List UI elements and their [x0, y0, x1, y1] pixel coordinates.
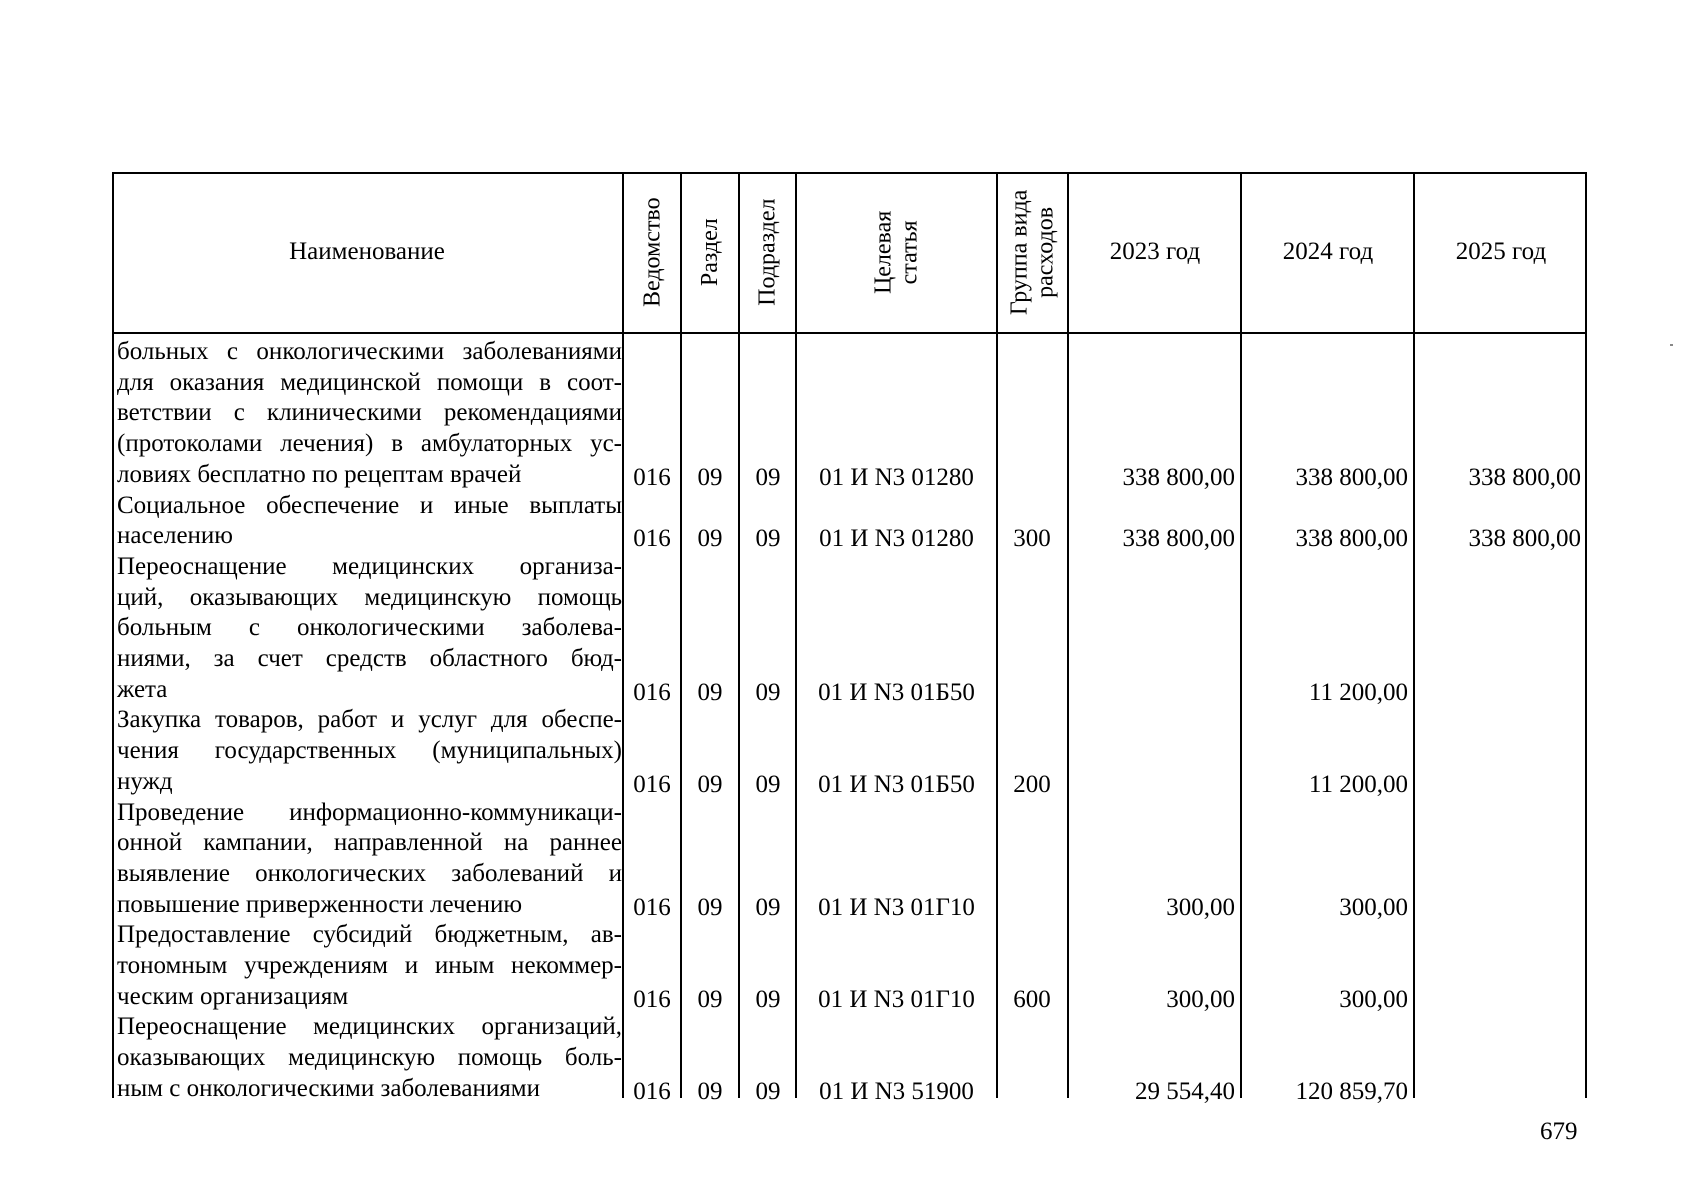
header-section-label: Раздел	[696, 218, 723, 286]
row-target-cell: 01 И N3 01280	[819, 525, 974, 553]
header-target	[797, 172, 997, 332]
row-name-line: тономным учреждениям и иным некоммер-	[117, 952, 622, 979]
table-top-border	[112, 172, 1587, 174]
row-section-cell: 09	[697, 770, 723, 798]
row-target-cell: 01 И N3 01Г10	[818, 893, 975, 921]
row-y2025-cell: 338 800,00	[1468, 525, 1581, 553]
row-name-line: Проведение информационно-коммуникаци-	[117, 798, 622, 826]
header-2025	[1415, 172, 1587, 332]
header-section	[682, 172, 738, 332]
row-name-line: ческим организациям	[117, 982, 349, 1010]
header-2025-label: 2025 год	[1455, 237, 1547, 265]
row-target-cell: 01 И N3 01Б50	[818, 770, 975, 798]
row-section-cell: 09	[697, 985, 723, 1013]
row-name-line: ниями, за счет средств областного бюд-	[117, 645, 622, 672]
row-name-line: для оказания медицинской помощи в соот-	[117, 368, 622, 396]
row-name	[117, 491, 622, 552]
header-subsection-label: Подраздел	[754, 198, 781, 306]
header-group	[998, 172, 1068, 332]
row-name-line: оказывающих медицинскую помощь боль-	[117, 1044, 622, 1072]
row-target-cell: 01 И N3 01280	[819, 463, 974, 491]
header-subsection	[740, 172, 796, 332]
row-name-line: ловиях бесплатно по рецептам врачей	[117, 460, 522, 488]
row-group-cell: 600	[1013, 985, 1051, 1013]
header-2023	[1069, 172, 1241, 332]
row-subsection-cell: 09	[755, 985, 781, 1013]
row-name-line: Закупка товаров, работ и услуг для обеспе-	[117, 706, 622, 734]
row-y2023-cell: 338 800,00	[1122, 463, 1235, 491]
row-name-line: повышение приверженности лечению	[117, 890, 523, 918]
row-dept-cell: 016	[633, 1077, 671, 1105]
row-section-cell: 09	[697, 678, 723, 706]
header-target-line-1: Целевая	[870, 210, 897, 294]
col-border-2023	[1240, 172, 1242, 1098]
row-name-line: онной кампании, направленной на раннее	[117, 829, 622, 857]
row-y2024-cell: 300,00	[1339, 985, 1408, 1013]
row-name-line: Переоснащение медицинских организаций,	[117, 1013, 622, 1041]
row-target-cell: 01 И N3 01Б50	[818, 678, 975, 706]
row-name-line: Социальное обеспечение и иные выплаты	[117, 491, 622, 519]
row-name-line: населению	[117, 522, 233, 550]
col-border-section	[738, 172, 740, 1098]
row-name-line: (протоколами лечения) в амбулаторных ус-	[117, 430, 622, 458]
row-name-line: выявление онкологических заболеваний и	[117, 859, 622, 887]
row-name	[117, 1012, 622, 1104]
row-name-line: Переоснащение медицинских организа-	[117, 552, 622, 580]
header-name	[112, 172, 622, 332]
row-y2023-cell: 338 800,00	[1122, 525, 1235, 553]
col-border-right	[1585, 172, 1587, 1098]
row-y2023-cell: 300,00	[1166, 893, 1235, 921]
row-y2024-cell: 338 800,00	[1295, 525, 1408, 553]
row-name	[117, 552, 622, 706]
header-bottom-border	[112, 332, 1587, 334]
row-name-line: больным с онкологическими заболева-	[117, 614, 622, 642]
row-y2023-cell: 29 554,40	[1135, 1077, 1235, 1105]
page-number: 679	[1540, 1118, 1578, 1145]
row-name-line: жета	[117, 675, 168, 703]
header-group-line-1: Группа вида	[1006, 189, 1033, 315]
row-section-cell: 09	[697, 1077, 723, 1105]
row-y2023-cell: 300,00	[1166, 985, 1235, 1013]
col-border-target	[996, 172, 998, 1098]
header-2024	[1242, 172, 1414, 332]
header-dept	[624, 172, 681, 332]
row-section-cell: 09	[697, 525, 723, 553]
row-subsection-cell: 09	[755, 678, 781, 706]
row-target-cell: 01 И N3 51900	[819, 1077, 974, 1105]
row-name-line: ций, оказывающих медицинскую помощь	[117, 583, 622, 611]
row-y2024-cell: 300,00	[1339, 893, 1408, 921]
row-section-cell: 09	[697, 893, 723, 921]
row-section-cell: 09	[697, 463, 723, 491]
row-name-line: нужд	[117, 767, 173, 795]
row-group-cell: 300	[1013, 525, 1051, 553]
row-name-line: Предоставление субсидий бюджетным, ав-	[117, 921, 622, 949]
row-name-line: ным с онкологическими заболеваниями	[117, 1074, 540, 1102]
row-dept-cell: 016	[633, 678, 671, 706]
row-dept-cell: 016	[633, 893, 671, 921]
col-border-group	[1067, 172, 1069, 1098]
row-target-cell: 01 И N3 01Г10	[818, 985, 975, 1013]
row-name	[117, 337, 622, 491]
header-dept-label: Ведомство	[639, 197, 666, 307]
row-dept-cell: 016	[633, 463, 671, 491]
row-subsection-cell: 09	[755, 1077, 781, 1105]
row-name	[117, 798, 622, 921]
col-border-2024	[1413, 172, 1415, 1098]
row-subsection-cell: 09	[755, 525, 781, 553]
header-group-line-2: расходов	[1033, 206, 1059, 298]
row-y2025-cell: 338 800,00	[1468, 463, 1581, 491]
row-group-cell: 200	[1013, 770, 1051, 798]
col-border-subsection	[795, 172, 797, 1098]
header-group-label	[1007, 189, 1060, 314]
row-y2024-cell: 11 200,00	[1308, 770, 1408, 798]
row-dept-cell: 016	[633, 770, 671, 798]
col-border-name	[622, 172, 624, 1098]
header-2024-label: 2024 год	[1282, 237, 1374, 265]
header-target-line-2: статья	[896, 220, 923, 284]
row-dept-cell: 016	[633, 985, 671, 1013]
row-subsection-cell: 09	[755, 463, 781, 491]
row-name	[117, 705, 622, 797]
row-y2024-cell: 338 800,00	[1295, 463, 1408, 491]
row-name	[117, 920, 622, 1012]
col-border-dept	[680, 172, 682, 1098]
row-name-line: чения государственных (муниципальных)	[117, 737, 622, 765]
scan-speck	[1670, 344, 1673, 346]
row-subsection-cell: 09	[755, 770, 781, 798]
row-dept-cell: 016	[633, 525, 671, 553]
header-2023-label: 2023 год	[1109, 237, 1201, 265]
row-y2024-cell: 120 859,70	[1295, 1077, 1408, 1105]
row-y2024-cell: 11 200,00	[1308, 678, 1408, 706]
header-target-label	[871, 210, 924, 293]
header-name-label: Наименование	[289, 237, 445, 265]
col-border-left	[112, 172, 114, 1098]
row-subsection-cell: 09	[755, 893, 781, 921]
row-name-line: больных с онкологическими заболеваниями	[117, 338, 622, 365]
row-name-line: ветствии с клиническими рекомендациями	[117, 399, 622, 427]
